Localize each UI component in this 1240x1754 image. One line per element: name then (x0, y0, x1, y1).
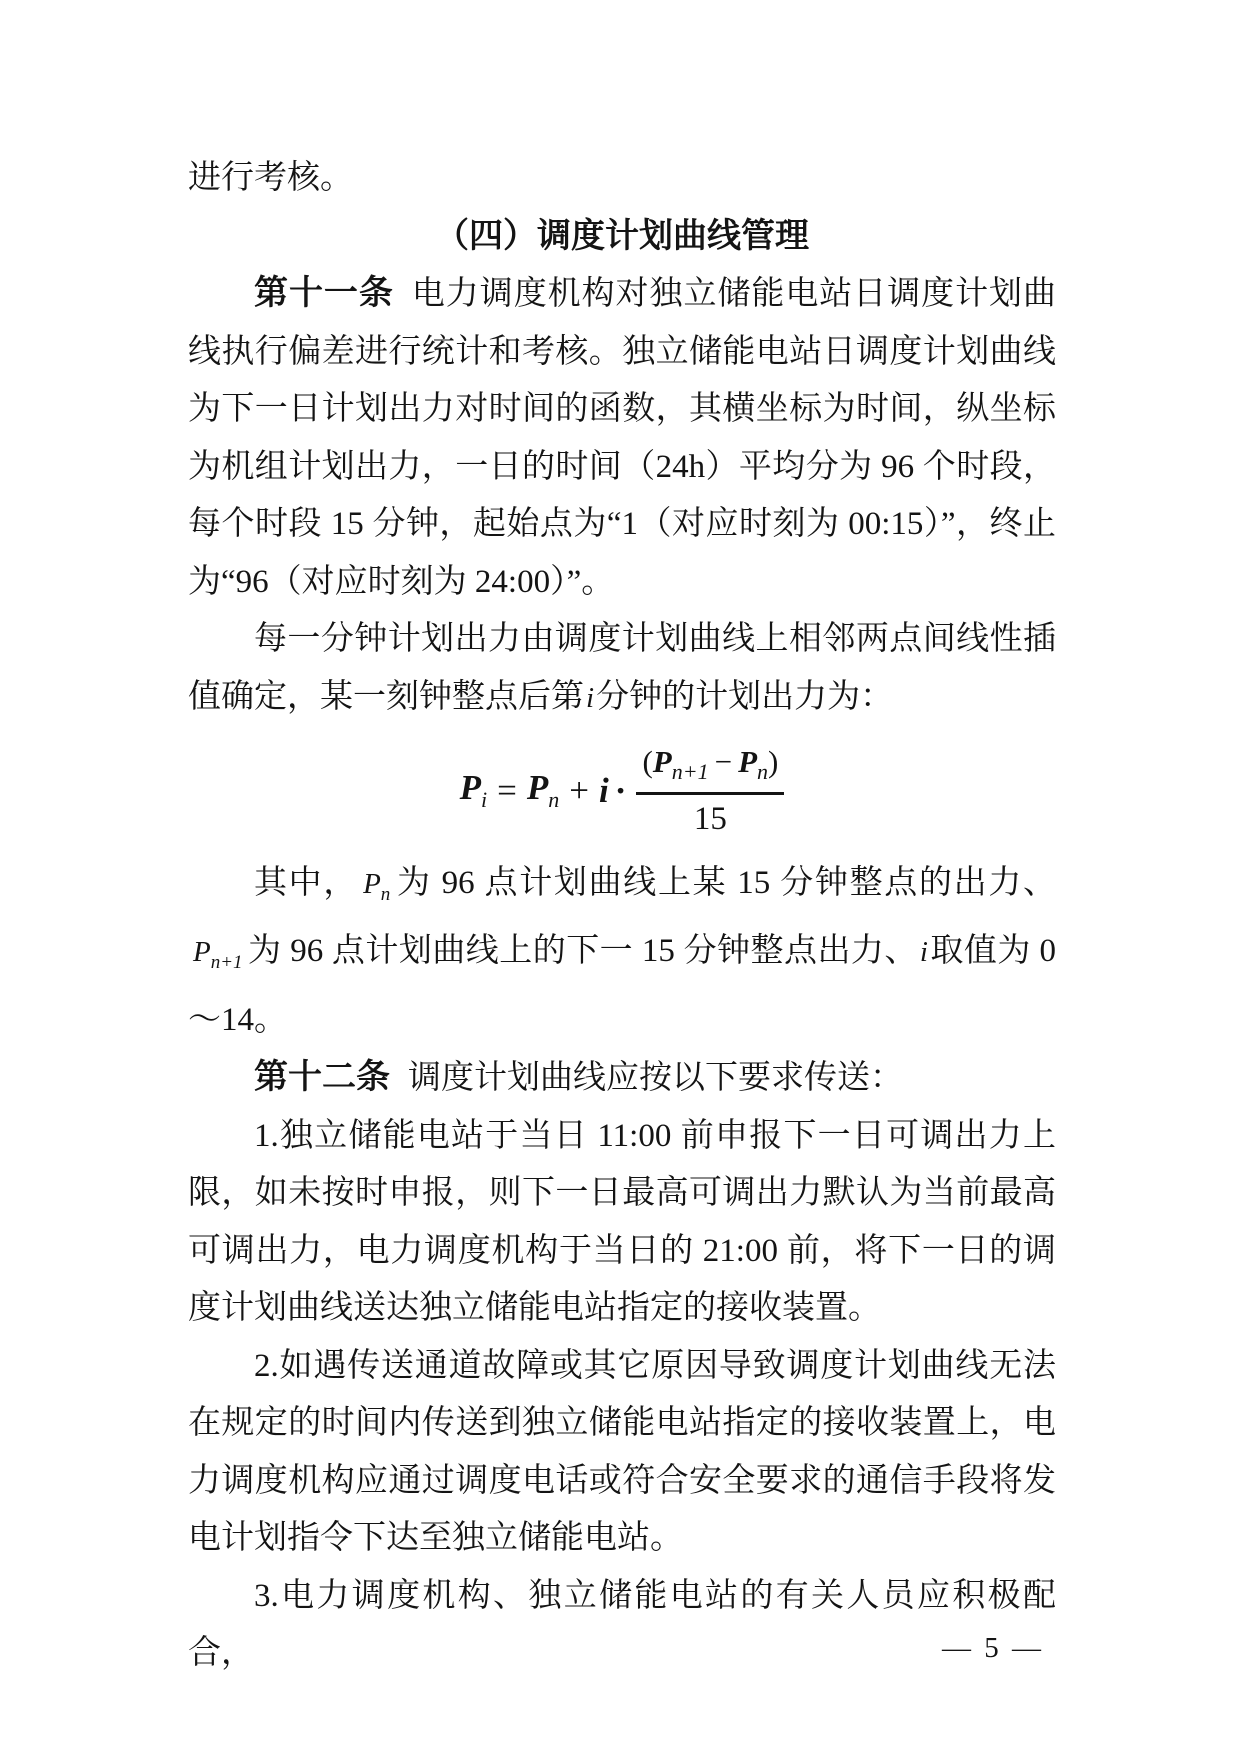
fraction (636, 745, 784, 837)
where-segment-2: 为 96 点计划曲线上的下一 15 分钟整点出力、 (247, 933, 918, 970)
formula-lhs-base: P (459, 768, 482, 808)
minus-sign: − (714, 744, 733, 780)
formula-lhs (460, 769, 488, 812)
paragraph-item-2: 2.如遇传送通道故障或其它原因导致调度计划曲线无法在规定的时间内传送到独立储能电站指定的接收装置上，电力调度机构应通过调度电话或符合安全要求的通信手段将发电计划指令下达至独立储能电站。 (188, 1347, 1056, 1557)
page-number: — 5 — (942, 1632, 1044, 1664)
numerator-p1-subscript: n+1 (671, 759, 709, 785)
equals-sign: = (497, 770, 517, 810)
article-11-label: 第十一条 (254, 274, 394, 312)
formula-term-base: P (526, 768, 549, 808)
paragraph-item-1: 1.独立储能电站于当日 11:00 前申报下一日可调出力上限，如未按时申报，则下一日最高可调出力默认为当前最高可调出力，电力调度机构于当日的 21:00 前，将下一日的调度计划曲线送达独立储能电站指定的接收装置。 (188, 1117, 1056, 1327)
where-lead: 其中， (254, 865, 359, 901)
numerator-p2: P (738, 744, 758, 780)
fraction-denominator: 15 (693, 800, 727, 837)
variable-i-range: i (919, 936, 928, 969)
document-body (188, 150, 1056, 1683)
plus-sign: + (569, 770, 590, 810)
where-segment-1: 为 96 点计划曲线上某 15 分钟整点的出力、 (395, 865, 1057, 901)
close-paren: ) (768, 744, 779, 780)
formula-term-pn (527, 769, 559, 812)
where-segment-3: 取值为 0～14。 (188, 933, 1057, 1038)
paragraph-article-11 (188, 265, 1056, 611)
formula-block (188, 727, 1056, 855)
paragraph-interpolation (188, 611, 1056, 727)
paragraph-where-clause (188, 855, 1056, 1049)
numerator-p1: P (652, 744, 672, 780)
formula-term-subscript: n (548, 787, 560, 813)
formula-factor-i: i (599, 770, 609, 810)
fraction-numerator (636, 745, 784, 794)
variable-pn1: $P_{n+1}$ (193, 936, 243, 974)
paragraph-item-3: 3.电力调度机构、独立储能电站的有关人员应积极配合， (188, 1577, 1056, 1672)
formula-lhs-subscript: i (481, 787, 488, 813)
interpolation-text-before: 每一分钟计划出力由调度计划曲线上相邻两点间线性插值确定，某一刻钟整点后第 (188, 621, 1056, 715)
article-11-body: 电力调度机构对独立储能电站日调度计划曲线执行偏差进行统计和考核。独立储能电站日调度计划曲线为下一日计划出力对时间的函数，其横坐标为时间，纵坐标为机组计划出力，一日的时间（24h）平均分为 96 个时段，每个时段 15 分钟，起始点为“1（对应时刻为 00:15）”，终止为“96（对应时刻为 24:00）”。 (188, 276, 1057, 600)
interpolation-text-after: 分钟的计划出力为： (596, 678, 894, 715)
article-12-label: 第十二条 (254, 1058, 390, 1097)
variable-i: i (586, 681, 595, 714)
paragraph-article-12 (188, 1049, 1056, 1108)
multiplication-dot: · (614, 770, 627, 810)
section-heading: （四）调度计划曲线管理 (435, 216, 809, 255)
article-12-body: 调度计划曲线应按以下要求传送： (408, 1060, 903, 1097)
variable-pn: $P_n$ (363, 868, 391, 905)
open-paren: ( (642, 744, 653, 780)
paragraph-continuation: 进行考核。 (188, 160, 353, 196)
numerator-p2-subscript: n (757, 759, 769, 785)
